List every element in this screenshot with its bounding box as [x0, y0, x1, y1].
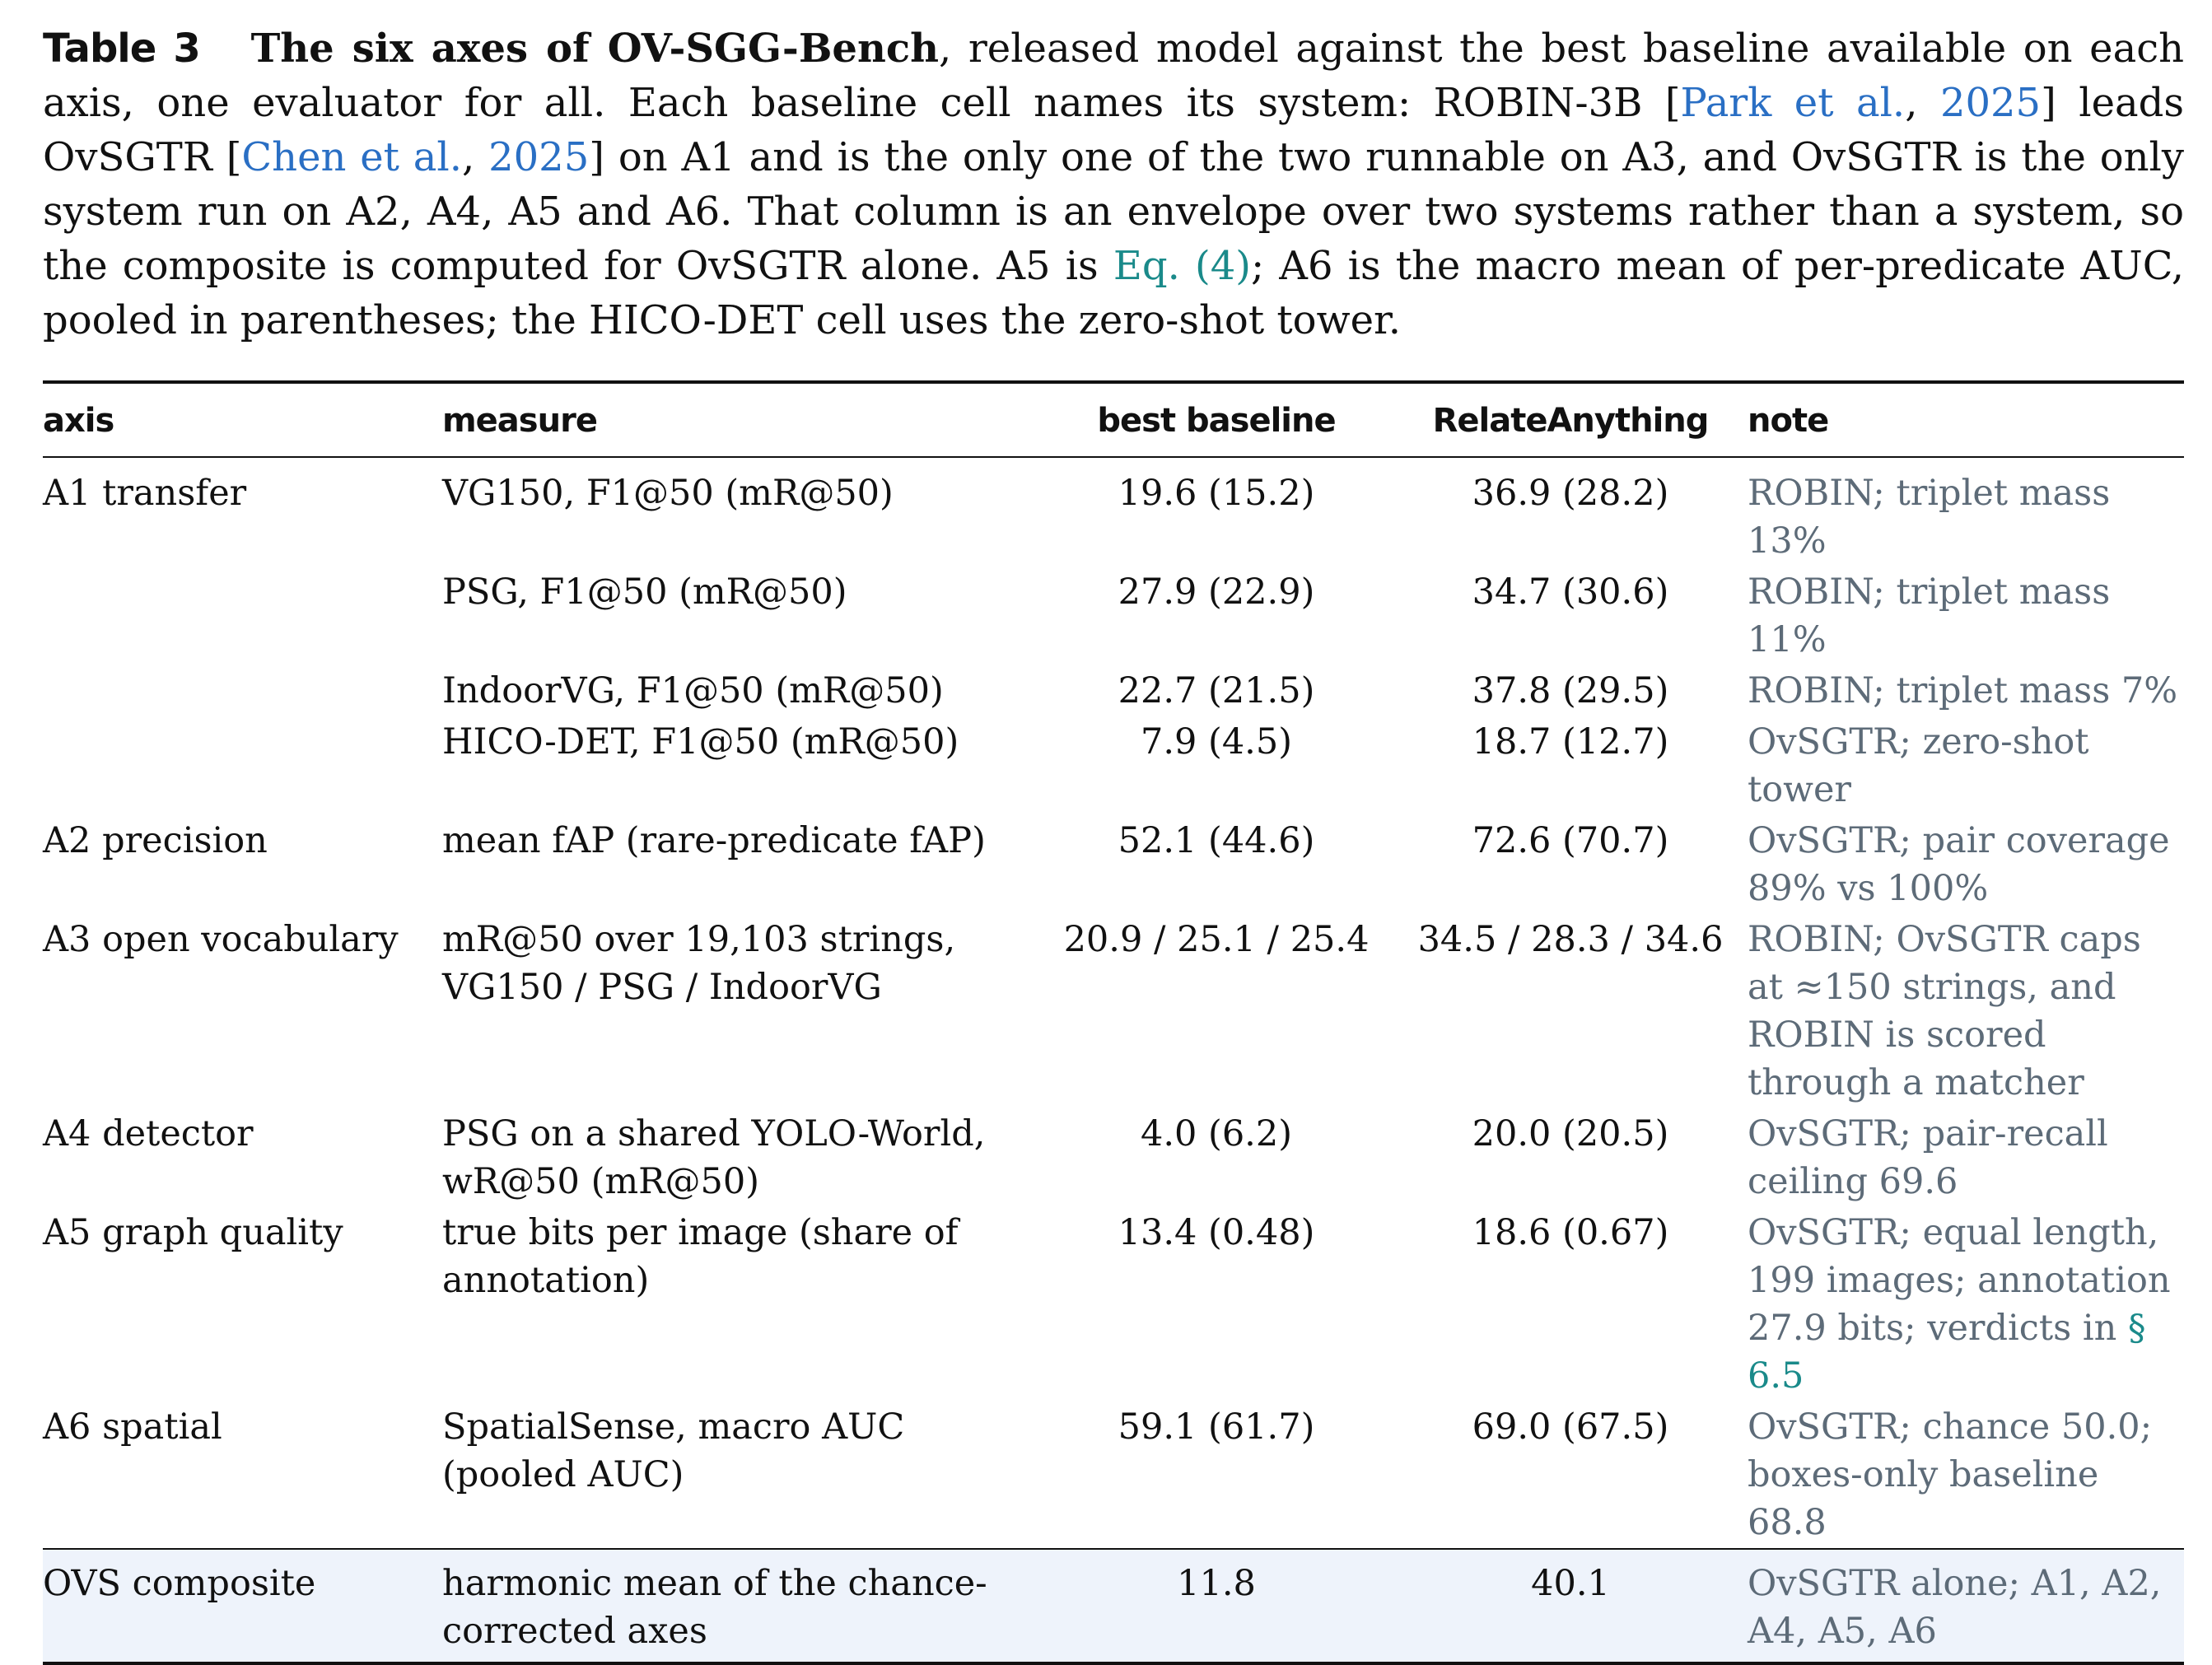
measure-cell: PSG on a shared YOLO-World, wR@50 (mR@50) — [442, 1113, 986, 1202]
measure-cell: mR@50 over 19,103 strings, VG150 / PSG / IndoorVG — [442, 919, 956, 1008]
note-cell: OvSGTR; pair-recall ceiling 69.6 — [1748, 1113, 2108, 1202]
note-cell: OvSGTR; pair coverage 89% vs 100% — [1748, 820, 2170, 909]
axis-cell: A5 graph quality — [43, 1212, 343, 1253]
caption-title: The six axes of OV-SGG-Bench — [250, 26, 939, 72]
caption-text: , released model against the best baseline available on each axis, one evaluator for all. Each baseline cell names its system: ROBIN-3B [ — [43, 26, 2185, 126]
relateanything-cell: 20.0 (20.5) — [1472, 1113, 1669, 1154]
axis-cell: OVS composite — [43, 1549, 442, 1663]
note-cell: OvSGTR alone; A1, A2, A4, A5, A6 — [1748, 1549, 2184, 1663]
header-best-baseline: best baseline — [1097, 402, 1336, 440]
axis-cell: A3 open vocabulary — [43, 919, 399, 960]
axis-cell: A6 spatial — [43, 1406, 222, 1448]
relateanything-cell: 72.6 (70.7) — [1472, 820, 1669, 861]
citation-park[interactable]: Park et al., 2025 — [1680, 80, 2042, 126]
table-row — [43, 716, 2184, 815]
measure-cell: SpatialSense, macro AUC (pooled AUC) — [442, 1406, 905, 1495]
table-row — [43, 457, 2184, 567]
table-caption — [43, 21, 2184, 347]
baseline-cell: 7.9 (4.5) — [1141, 721, 1292, 763]
measure-cell: HICO-DET, F1@50 (mR@50) — [442, 721, 959, 763]
results-table — [43, 380, 2184, 1665]
caption-text: ] leads OvSGTR [ — [43, 80, 2185, 180]
axis-cell — [43, 665, 442, 716]
note-cell: OvSGTR; zero-shot tower — [1748, 721, 2089, 810]
table-row — [43, 815, 2184, 914]
table-row — [43, 1401, 2184, 1549]
relateanything-cell: 37.8 (29.5) — [1472, 670, 1669, 711]
note-cell: ROBIN; OvSGTR caps at ≈150 strings, and ROBIN is scored through a matcher — [1748, 919, 2141, 1103]
relateanything-cell: 69.0 (67.5) — [1472, 1406, 1669, 1448]
section-reference[interactable]: § 6.5 — [1748, 1308, 2146, 1397]
header-measure: measure — [442, 402, 597, 440]
measure-cell: IndoorVG, F1@50 (mR@50) — [442, 670, 944, 711]
measure-cell: true bits per image (share of annotation) — [442, 1212, 959, 1301]
table-row — [43, 1108, 2184, 1207]
header-axis: axis — [43, 402, 114, 440]
relateanything-cell: 18.6 (0.67) — [1472, 1212, 1669, 1253]
baseline-cell: 20.9 / 25.1 / 25.4 — [1063, 919, 1370, 960]
note-cell: ROBIN; triplet mass 13% — [1748, 473, 2111, 562]
baseline-cell: 52.1 (44.6) — [1118, 820, 1315, 861]
baseline-cell: 19.6 (15.2) — [1118, 473, 1315, 514]
caption-text: ] on A1 and is the only one of the two runnable on A3, and OvSGTR is the only system run on A2, A4, A5 and A6. That column is an envelope over two systems rather than a system, so the composite is computed for OvSGTR alone. A5 is — [43, 134, 2185, 289]
axis-cell — [43, 567, 442, 665]
axis-cell: A4 detector — [43, 1113, 254, 1154]
baseline-cell: 11.8 — [1039, 1549, 1393, 1663]
baseline-cell: 27.9 (22.9) — [1118, 571, 1315, 613]
note-cell: OvSGTR; chance 50.0; boxes-only baseline 68.8 — [1748, 1406, 2153, 1543]
relateanything-cell: 18.7 (12.7) — [1472, 721, 1669, 763]
axis-cell: A1 transfer — [43, 473, 247, 514]
caption-text: ; A6 is the macro mean of per-predicate AUC, pooled in parentheses; the HICO-DET cell uses the zero-shot tower. — [43, 243, 2185, 343]
relateanything-cell: 36.9 (28.2) — [1472, 473, 1669, 514]
relateanything-cell: 40.1 — [1393, 1549, 1748, 1663]
measure-cell: mean fAP (rare-predicate fAP) — [442, 820, 986, 861]
baseline-cell: 4.0 (6.2) — [1141, 1113, 1292, 1154]
equation-reference[interactable]: Eq. (4) — [1113, 243, 1251, 289]
header-note: note — [1748, 402, 1829, 440]
note-cell: ROBIN; triplet mass 11% — [1748, 571, 2111, 660]
relateanything-cell: 34.7 (30.6) — [1472, 571, 1669, 613]
note-cell: OvSGTR; equal length, 199 images; annotation 27.9 bits; verdicts in § 6.5 — [1748, 1212, 2171, 1397]
citation-chen[interactable]: Chen et al., 2025 — [241, 134, 590, 180]
note-cell: ROBIN; triplet mass 7% — [1748, 670, 2178, 711]
measure-cell: harmonic mean of the chance-corrected axes — [442, 1549, 1039, 1663]
paper-page — [43, 21, 2184, 1665]
table-row — [43, 1207, 2184, 1401]
table-header-row — [43, 382, 2184, 457]
relateanything-cell: 34.5 / 28.3 / 34.6 — [1417, 919, 1724, 960]
measure-cell: PSG, F1@50 (mR@50) — [442, 571, 847, 613]
caption-label: Table 3 — [43, 26, 200, 72]
composite-row — [43, 1549, 2184, 1663]
table-row — [43, 665, 2184, 716]
header-relateanything: RelateAnything — [1432, 402, 1709, 440]
measure-cell: VG150, F1@50 (mR@50) — [442, 473, 894, 514]
table-row — [43, 914, 2184, 1108]
table-row — [43, 567, 2184, 665]
baseline-cell: 22.7 (21.5) — [1118, 670, 1315, 711]
baseline-cell: 13.4 (0.48) — [1118, 1212, 1315, 1253]
axis-cell: A2 precision — [43, 820, 268, 861]
axis-cell — [43, 716, 442, 815]
baseline-cell: 59.1 (61.7) — [1118, 1406, 1315, 1448]
